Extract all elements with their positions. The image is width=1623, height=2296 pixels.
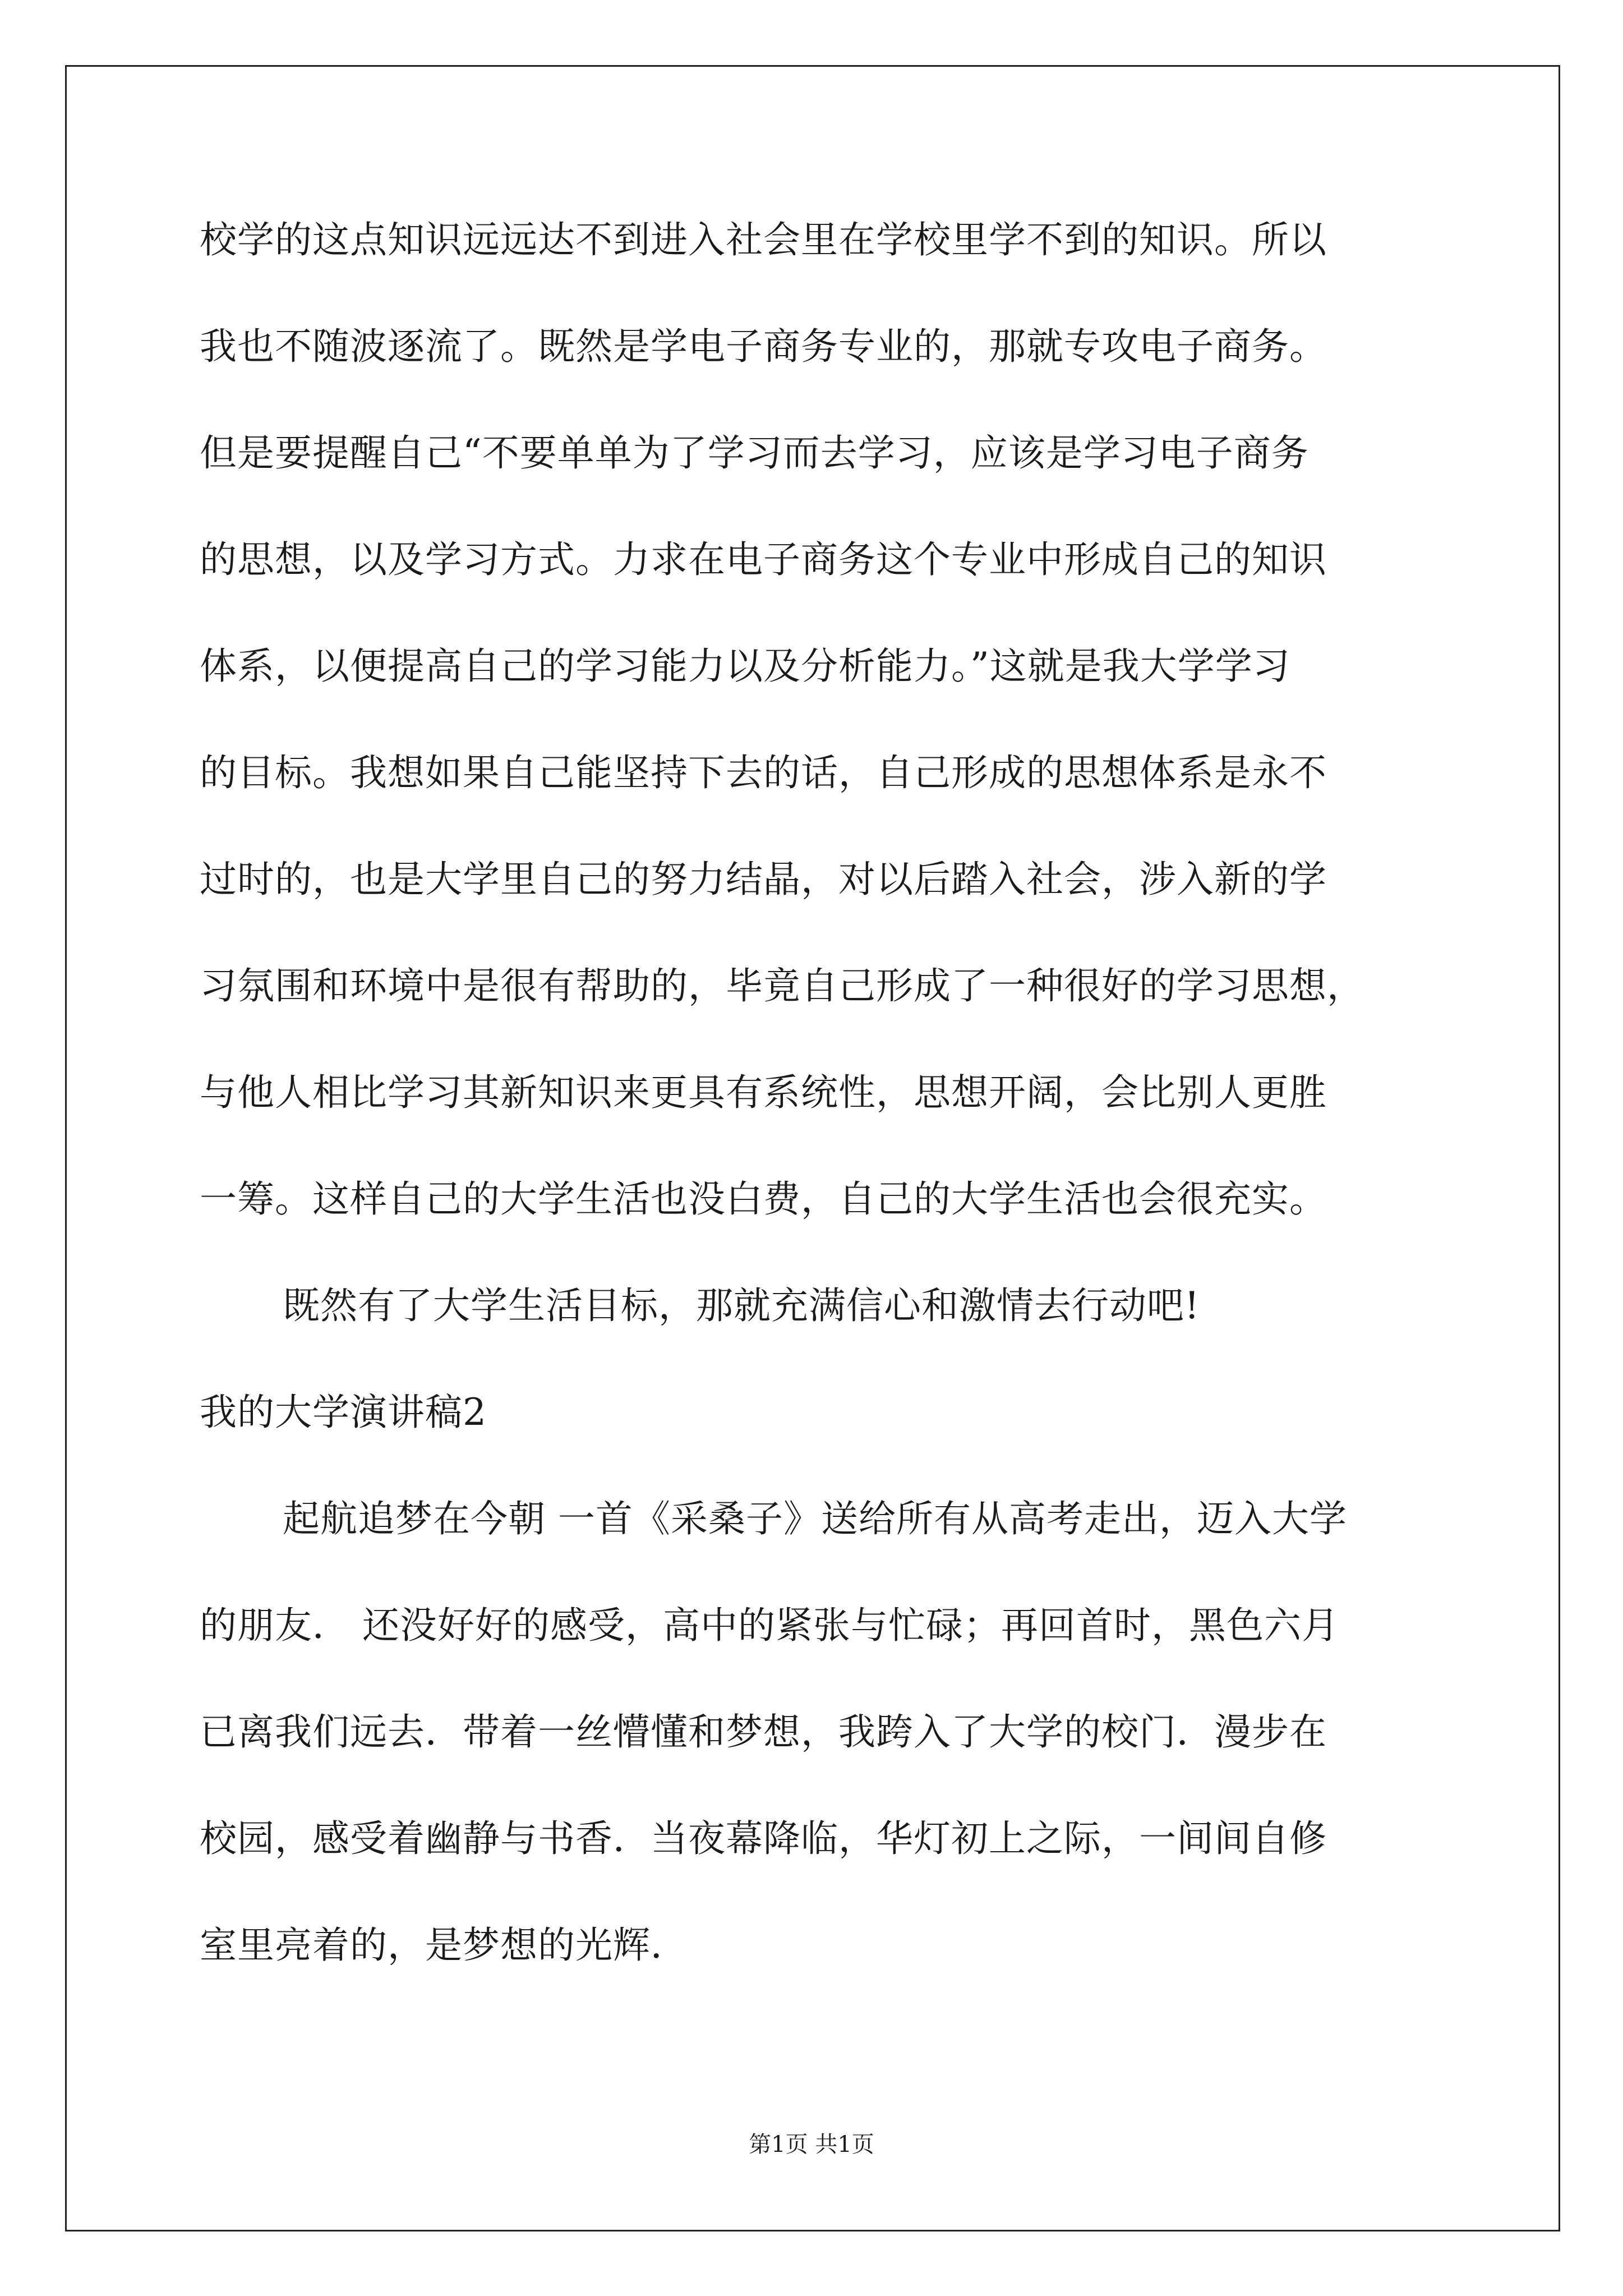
text-line: 的朋友． 还没好好的感受，高中的紧张与忙碌；再回首时，黑色六月 <box>200 1604 1339 1647</box>
text-line: 一筹。这样自己的大学生活也没白费，自己的大学生活也会很充实。 <box>200 1177 1327 1221</box>
text-line: 的思想，以及学习方式。力求在电子商务这个专业中形成自己的知识 <box>200 538 1327 581</box>
text-line: 室里亮着的，是梦想的光辉． <box>200 1924 688 1967</box>
text-line: 体系，以便提高自己的学习能力以及分析能力。”这就是我大学学习 <box>200 645 1290 688</box>
text-line: 过时的，也是大学里自己的努力结晶，对以后踏入社会，涉入新的学 <box>200 858 1327 901</box>
text-line: 习氛围和环境中是很有帮助的，毕竟自己形成了一种很好的学习思想， <box>200 964 1364 1007</box>
page-footer: 第1页 共1页 <box>749 2132 874 2157</box>
section-heading: 我的大学演讲稿2 <box>200 1391 487 1434</box>
text-line: 但是要提醒自己“不要单单为了学习而去学习，应该是学习电子商务 <box>200 431 1309 475</box>
text-line: 我也不随波逐流了。既然是学电子商务专业的，那就专攻电子商务。 <box>200 325 1327 368</box>
paragraph-line: 起航追梦在今朝 一首《采桑子》送给所有从高考走出，迈入大学 <box>283 1497 1347 1540</box>
page-border <box>65 65 1560 2231</box>
text-line: 校园，感受着幽静与书香．当夜幕降临，华灯初上之际，一间间自修 <box>200 1817 1327 1860</box>
text-line: 与他人相比学习其新知识来更具有系统性，思想开阔，会比别人更胜 <box>200 1071 1327 1114</box>
text-line: 校学的这点知识远远达不到进入社会里在学校里学不到的知识。所以 <box>200 218 1327 261</box>
paragraph-line: 既然有了大学生活目标，那就充满信心和激情去行动吧! <box>283 1284 1200 1327</box>
text-line: 已离我们远去．带着一丝懵懂和梦想，我跨入了大学的校门．漫步在 <box>200 1710 1327 1754</box>
text-line: 的目标。我想如果自己能坚持下去的话，自己形成的思想体系是永不 <box>200 751 1327 794</box>
